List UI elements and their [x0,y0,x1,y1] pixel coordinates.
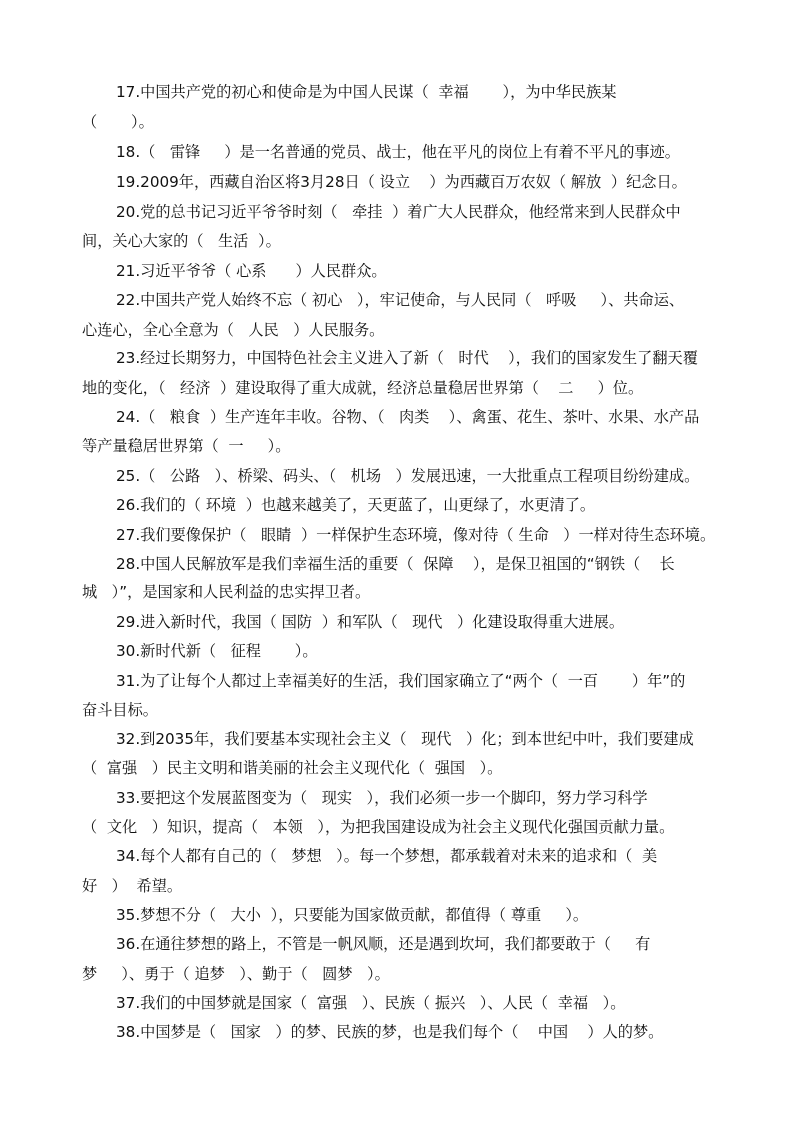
text-line: 36.在通往梦想的路上，不管是一帆风顺，还是遇到坎坷，我们都要敢于（ 有 [116,935,651,953]
text-line: 城 ）”，是国家和人民利益的忠实捍卫者。 [82,583,371,601]
text-line: 梦 ）、勇于（ 追梦 ）、勤于（ 圆梦 ）。 [82,965,390,983]
text-line: 18.（ 雷锋 ）是一名普通的党员、战士，他在平凡的岗位上有着不平凡的事迹。 [116,143,680,161]
text-line: 地的变化，（ 经济 ）建设取得了重大成就，经济总量稳居世界第（ 二 ）位。 [82,379,644,397]
text-line: 28.中国人民解放军是我们幸福生活的重要（ 保障 ），是保卫祖国的“钢铁（ 长 [116,555,675,573]
text-line: 间，关心大家的（ 生活 ）。 [82,232,281,250]
text-line: 20.党的总书记习近平爷爷时刻（ 牵挂 ）着广大人民群众，他经常来到人民群众中 [116,203,681,221]
text-line: （ ）。 [82,113,154,131]
text-line: 21.习近平爷爷（ 心系 ）人民群众。 [116,262,387,280]
text-line: 31.为了让每个人都过上幸福美好的生活，我们国家确立了“两个（ 一百 ）年”的 [116,672,686,690]
text-line: 30.新时代新（ 征程 ）。 [116,642,318,660]
text-line: 26.我们的（ 环境 ）也越来越美了，天更蓝了，山更绿了，水更清了。 [116,496,596,514]
text-line: 等产量稳居世界第（ 一 ）。 [82,437,291,455]
text-line: 38.中国梦是（ 国家 ）的梦、民族的梦，也是我们每个（ 中国 ）人的梦。 [116,1023,664,1041]
text-line: 奋斗目标。 [82,701,158,719]
text-line: 23.经过长期努力，中国特色社会主义进入了新（ 时代 ），我们的国家发生了翻天覆 [116,349,698,367]
text-line: （ 富强 ）民主文明和谐美丽的社会主义现代化（ 强国 ）。 [82,759,503,777]
text-line: 19.2009年，西藏自治区将3月28日（ 设立 ）为西藏百万农奴（ 解放 ）纪念日。 [116,173,687,191]
text-line: 29.进入新时代，我国（ 国防 ）和军队（ 现代 ）化建设取得重大进展。 [116,613,625,631]
text-line: 32.到2035年，我们要基本实现社会主义（ 现代 ）化；到本世纪中叶，我们要建成 [116,730,694,748]
text-line: 好 ） 希望。 [82,877,183,895]
text-line: 22.中国共产党人始终不忘（ 初心 ），牢记使命，与人民同（ 呼吸 ）、共命运、 [116,291,685,309]
text-line: 34.每个人都有自己的（ 梦想 ）。每一个梦想，都承载着对未来的追求和（ 美 [116,847,658,865]
text-line: 33.要把这个发展蓝图变为（ 现实 ），我们必须一步一个脚印，努力学习科学 [116,789,648,807]
text-line: 35.梦想不分（ 大小 ），只要能为国家做贡献，都值得（ 尊重 ）。 [116,906,589,924]
text-line: 37.我们的中国梦就是国家（ 富强 ）、民族（ 振兴 ）、人民（ 幸福 ）。 [116,994,626,1012]
text-line: 心连心，全心全意为（ 人民 ）人民服务。 [82,321,385,339]
text-line: 17.中国共产党的初心和使命是为中国人民谋（ 幸福 ），为中华民族某 [116,83,617,101]
text-line: 25.（ 公路 ）、桥梁、码头、（ 机场 ）发展迅速，一大批重点工程项目纷纷建成。 [116,467,700,485]
text-line: 27.我们要像保护（ 眼睛 ）一样保护生态环境，像对待（ 生命 ）一样对待生态环境。 [116,526,716,544]
text-line: 24.（ 粮食 ）生产连年丰收。谷物、（ 肉类 ）、禽蛋、花生、茶叶、水果、水产品 [116,408,700,426]
text-line: （ 文化 ）知识，提高（ 本领 ），为把我国建设成为社会主义现代化强国贡献力量。 [82,818,675,836]
